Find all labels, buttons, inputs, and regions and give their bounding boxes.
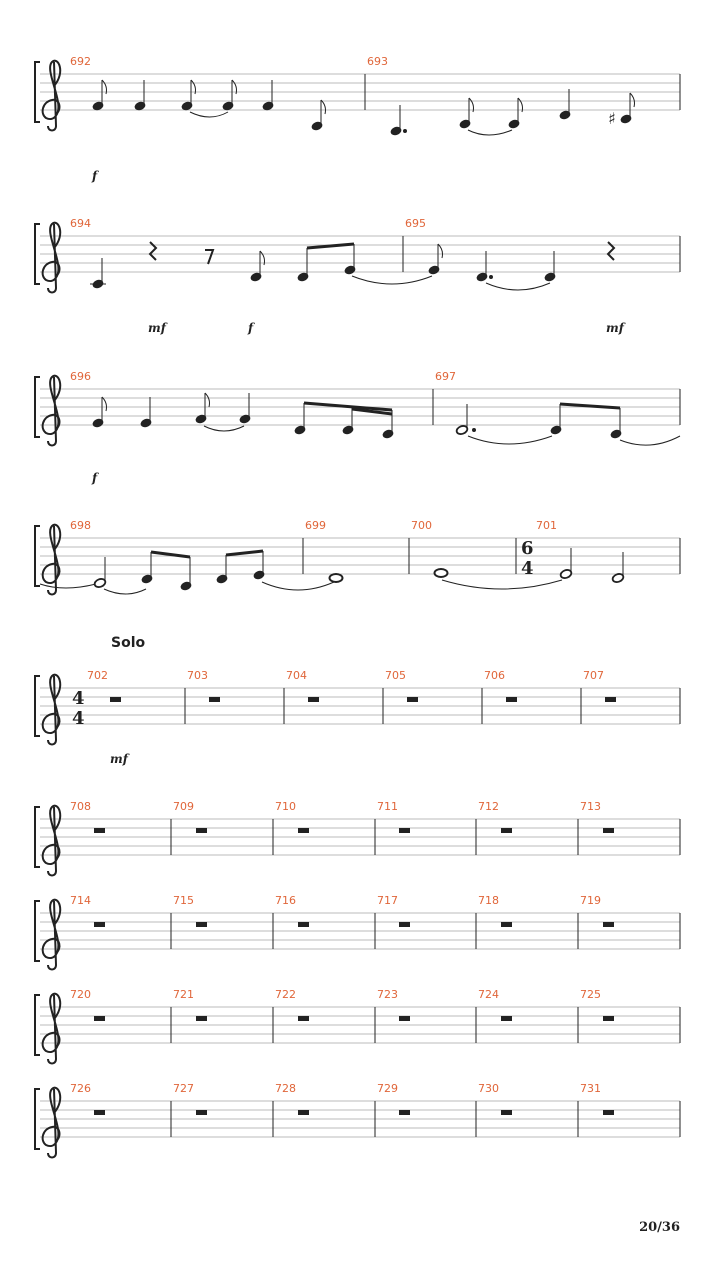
notes — [92, 80, 634, 136]
measure-number: 704 — [286, 669, 307, 682]
measure-number: 695 — [405, 217, 426, 230]
measure-number: 709 — [173, 800, 194, 813]
whole-rests — [94, 1016, 614, 1021]
system-6 — [35, 800, 680, 876]
staff-lines — [40, 538, 680, 574]
system-bracket — [35, 526, 40, 586]
measure-number: 715 — [173, 894, 194, 907]
measure-number: 698 — [70, 519, 91, 532]
sharp-icon: ♯ — [608, 109, 616, 128]
whole-rests — [94, 922, 614, 927]
system-bracket — [35, 901, 40, 961]
staff-lines — [40, 819, 680, 855]
measure-number: 728 — [275, 1082, 296, 1095]
treble-clef-icon — [43, 525, 61, 595]
measure-number: 700 — [411, 519, 432, 532]
system-5 — [35, 669, 680, 766]
dynamic-marking: mf — [148, 321, 166, 335]
system-bracket — [35, 807, 40, 867]
dynamic-marking: mf — [606, 321, 624, 335]
system-bracket — [35, 1089, 40, 1149]
treble-clef-icon — [43, 806, 61, 876]
measure-number: 694 — [70, 217, 91, 230]
dynamic-marking: f — [248, 321, 254, 335]
whole-rests — [94, 828, 614, 833]
time-signature-bottom: 4 — [72, 708, 85, 729]
staff-lines — [40, 913, 680, 949]
system-1 — [35, 55, 680, 183]
system-3 — [35, 370, 680, 485]
time-signature-bottom: 4 — [521, 558, 534, 579]
system-2 — [35, 217, 680, 335]
treble-clef-icon — [43, 223, 61, 293]
notes — [92, 393, 680, 445]
measure-number: 696 — [70, 370, 91, 383]
measure-number: 719 — [580, 894, 601, 907]
measure-number: 699 — [305, 519, 326, 532]
measure-number: 730 — [478, 1082, 499, 1095]
measure-number: 720 — [70, 988, 91, 1001]
measure-number: 701 — [536, 519, 557, 532]
time-signature-top: 6 — [521, 538, 534, 559]
measure-number: 711 — [377, 800, 398, 813]
measure-number: 722 — [275, 988, 296, 1001]
measure-number: 692 — [70, 55, 91, 68]
measure-number: 716 — [275, 894, 296, 907]
dynamic-marking: f — [92, 471, 98, 485]
system-9 — [35, 1082, 680, 1158]
measure-number: 708 — [70, 800, 91, 813]
measure-number: 705 — [385, 669, 406, 682]
staff-lines — [40, 1101, 680, 1137]
measure-number: 714 — [70, 894, 91, 907]
system-7 — [35, 894, 680, 970]
time-signature-top: 4 — [72, 688, 85, 709]
measure-number: 727 — [173, 1082, 194, 1095]
measure-number: 702 — [87, 669, 108, 682]
measure-number: 729 — [377, 1082, 398, 1095]
system-8 — [35, 988, 680, 1064]
whole-rests — [110, 697, 616, 702]
notes — [40, 548, 624, 594]
treble-clef-icon — [43, 61, 61, 131]
system-bracket — [35, 676, 40, 736]
measure-number: 726 — [70, 1082, 91, 1095]
measure-number: 706 — [484, 669, 505, 682]
measure-number: 693 — [367, 55, 388, 68]
section-label: Solo — [111, 635, 146, 651]
staff-lines — [40, 688, 680, 724]
dynamic-marking: mf — [110, 752, 128, 766]
treble-clef-icon — [43, 994, 61, 1064]
measure-number: 731 — [580, 1082, 601, 1095]
measure-number: 707 — [583, 669, 604, 682]
measure-number: 717 — [377, 894, 398, 907]
measure-number: 718 — [478, 894, 499, 907]
treble-clef-icon — [43, 900, 61, 970]
page-number: 20/36 — [639, 1220, 680, 1235]
treble-clef-icon — [43, 1088, 61, 1158]
notes — [90, 242, 614, 290]
measure-number: 697 — [435, 370, 456, 383]
staff-lines — [40, 236, 680, 272]
system-bracket — [35, 995, 40, 1055]
whole-rests — [94, 1110, 614, 1115]
system-4 — [35, 519, 680, 595]
system-bracket — [35, 62, 40, 122]
measure-number: 721 — [173, 988, 194, 1001]
measure-number: 713 — [580, 800, 601, 813]
system-bracket — [35, 224, 40, 284]
measure-number: 725 — [580, 988, 601, 1001]
measure-number: 703 — [187, 669, 208, 682]
measure-number: 710 — [275, 800, 296, 813]
measure-number: 723 — [377, 988, 398, 1001]
system-bracket — [35, 377, 40, 437]
treble-clef-icon — [43, 376, 61, 446]
staff-lines — [40, 1007, 680, 1043]
measure-number: 724 — [478, 988, 499, 1001]
measure-number: 712 — [478, 800, 499, 813]
dynamic-marking: f — [92, 169, 98, 183]
treble-clef-icon — [43, 675, 61, 745]
